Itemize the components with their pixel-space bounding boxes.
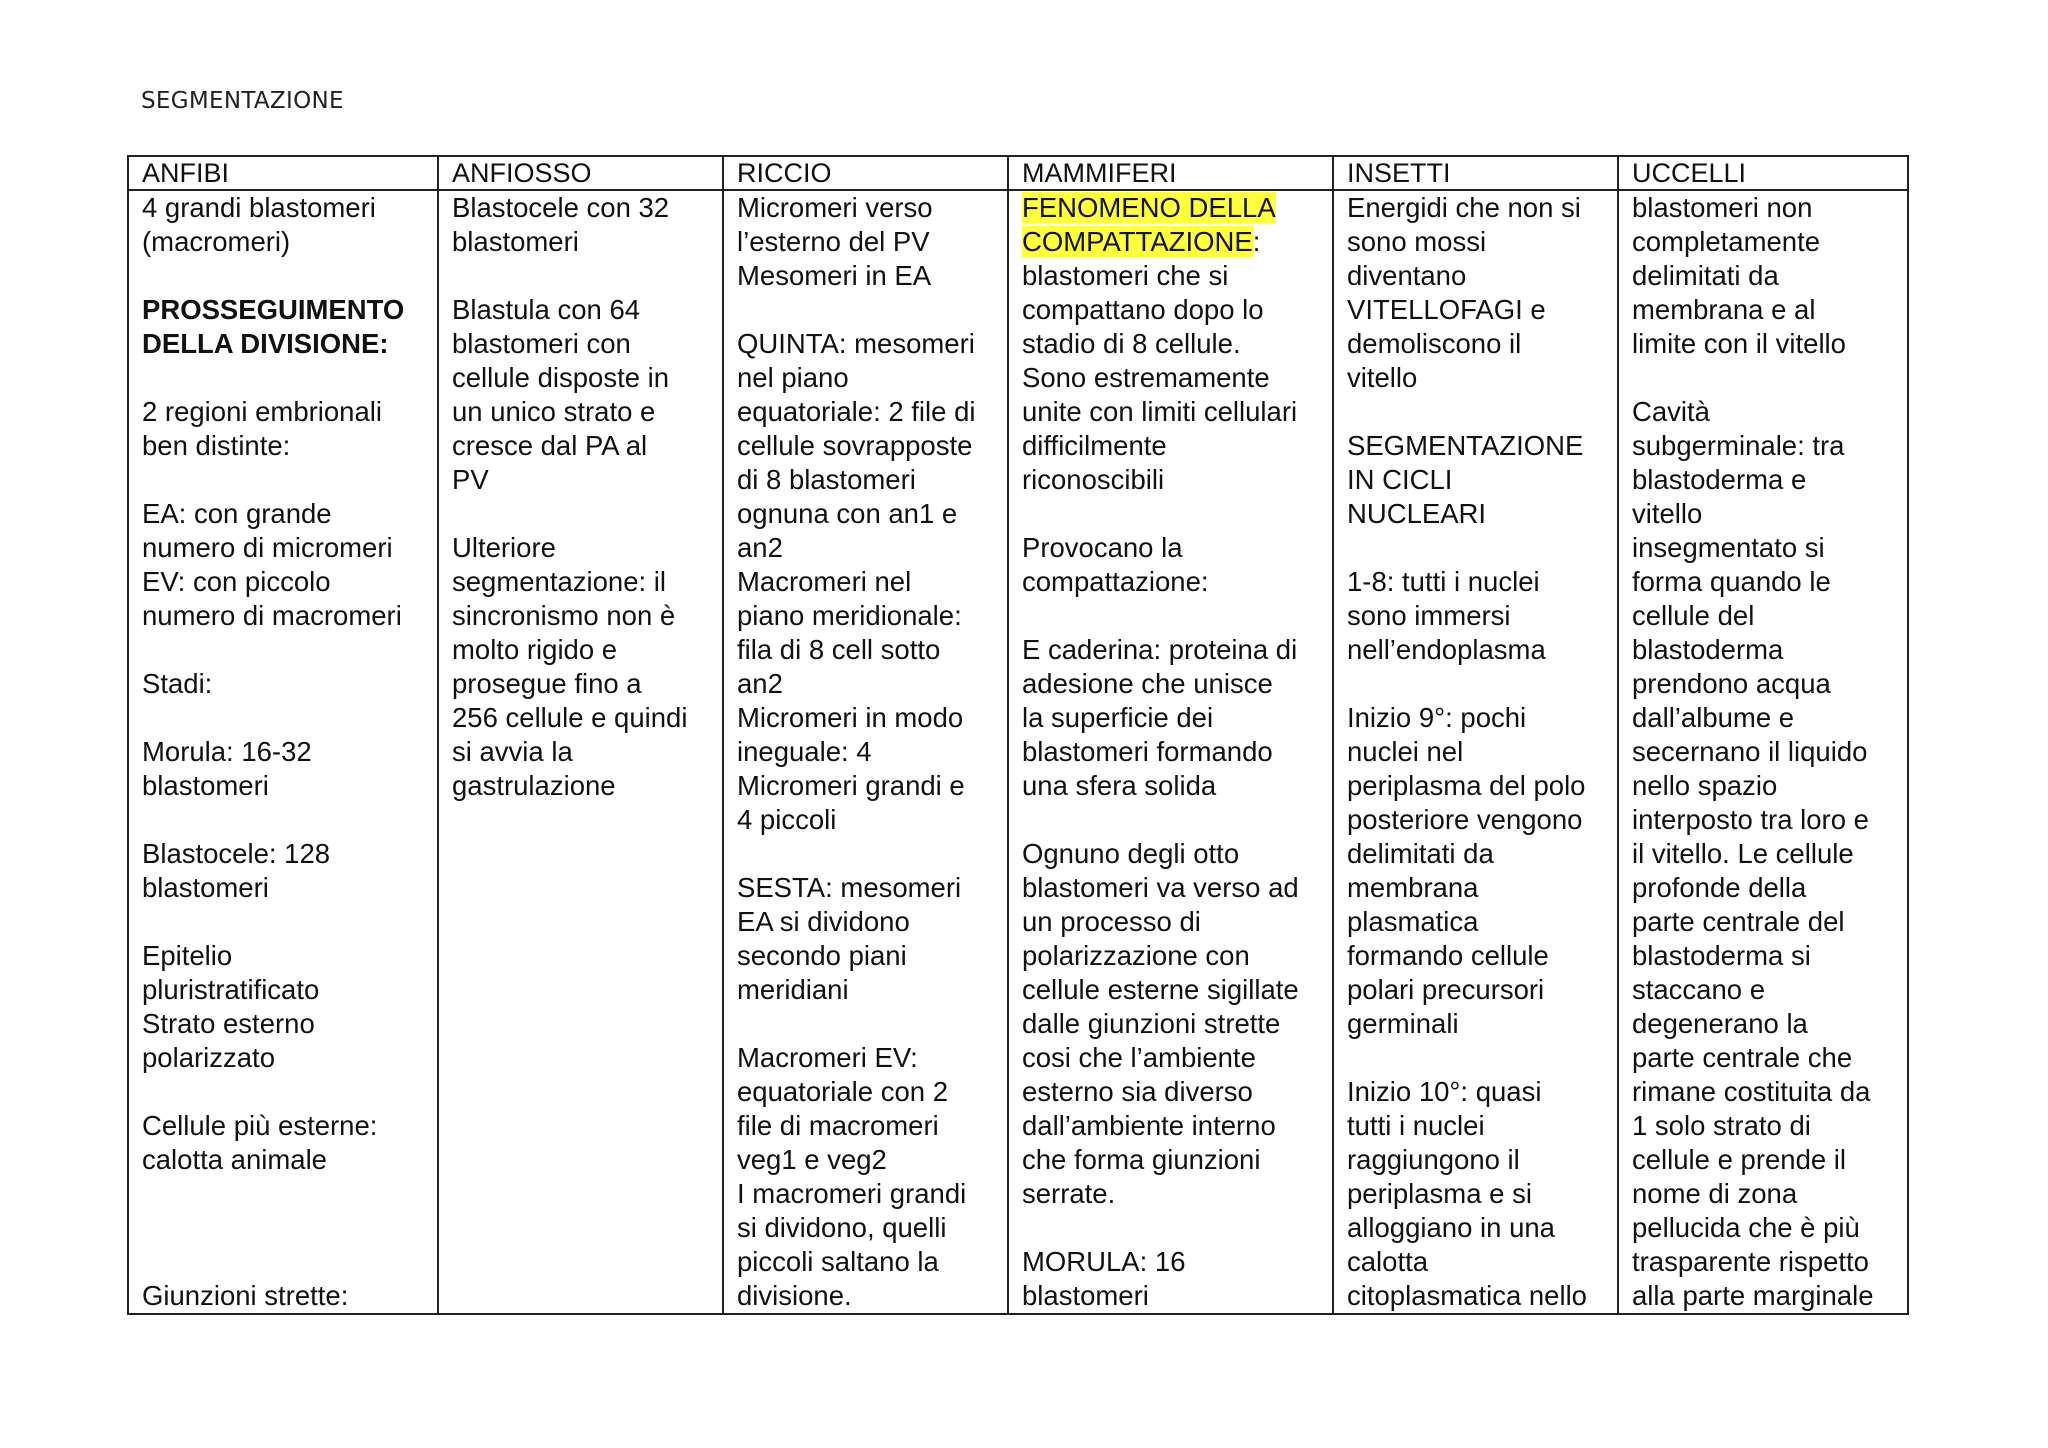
text-line: plasmatica xyxy=(1347,906,1479,937)
content-row xyxy=(128,190,1908,1314)
text-line: 1 solo strato di xyxy=(1632,1110,1811,1141)
text-line: una sfera solida xyxy=(1022,770,1217,801)
text-line: numero di micromeri xyxy=(142,532,393,563)
text-line: staccano e xyxy=(1632,974,1766,1005)
text-line: Epitelio xyxy=(142,940,233,971)
text-line: file di macromeri xyxy=(737,1110,939,1141)
text-line: profonde della xyxy=(1632,872,1807,903)
text-line: che forma giunzioni xyxy=(1022,1144,1261,1175)
text-line: adesione che unisce xyxy=(1022,668,1273,699)
text-line: calotta xyxy=(1347,1246,1429,1277)
text-line: Stadi: xyxy=(142,668,213,699)
text-line: cellule e prende il xyxy=(1632,1144,1847,1175)
text-line: NUCLEARI xyxy=(1347,498,1487,529)
text-line: sincronismo non è xyxy=(452,600,676,631)
text-line: cellule del xyxy=(1632,600,1755,631)
text-line: cellule disposte in xyxy=(452,362,670,393)
text-line: limite con il vitello xyxy=(1632,328,1846,359)
text-line: MORULA: 16 xyxy=(1022,1246,1186,1277)
section-heading: DELLA DIVISIONE: xyxy=(142,328,389,359)
text-line: parte centrale del xyxy=(1632,906,1845,937)
segmentation-table xyxy=(127,155,1909,1315)
text-line: Ulteriore xyxy=(452,532,556,563)
text-line: membrana e al xyxy=(1632,294,1816,325)
highlighted-text: FENOMENO DELLA xyxy=(1022,192,1276,223)
text-line: germinali xyxy=(1347,1008,1459,1039)
text-line: EA si dividono xyxy=(737,906,910,937)
text-line: delimitati da xyxy=(1347,838,1494,869)
cell-riccio xyxy=(723,190,1008,1314)
header-row xyxy=(128,156,1908,190)
text-line: ineguale: 4 xyxy=(737,736,872,767)
text-line: il vitello. Le cellule xyxy=(1632,838,1854,869)
text-line: Blastula con 64 xyxy=(452,294,641,325)
text-line: nello spazio xyxy=(1632,770,1778,801)
text-line xyxy=(1022,225,1324,259)
text-line: E caderina: proteina di xyxy=(1022,634,1298,665)
text-line: VITELLOFAGI e xyxy=(1347,294,1546,325)
text-line: raggiungono il xyxy=(1347,1144,1520,1175)
cell-anfibi xyxy=(128,190,438,1314)
text-line: blastomeri xyxy=(142,872,269,903)
text-line: SESTA: mesomeri xyxy=(737,872,962,903)
text-line: 4 grandi blastomeri xyxy=(142,192,376,223)
text-line xyxy=(1022,191,1324,225)
text-line: stadio di 8 cellule. xyxy=(1022,328,1241,359)
text-line: l’esterno del PV xyxy=(737,226,930,257)
text-line: forma quando le xyxy=(1632,566,1831,597)
text-line: ognuna con an1 e xyxy=(737,498,958,529)
text-line: degenerano la xyxy=(1632,1008,1808,1039)
text-line: la superficie dei xyxy=(1022,702,1214,733)
text-line: polarizzato xyxy=(142,1042,275,1073)
text-line: 256 cellule e quindi xyxy=(452,702,688,733)
cell-insetti xyxy=(1333,190,1618,1314)
text-line: Mesomeri in EA xyxy=(737,260,932,291)
text-line: alloggiano in una xyxy=(1347,1212,1555,1243)
text-line: rimane costituita da xyxy=(1632,1076,1871,1107)
text-line: esterno sia diverso xyxy=(1022,1076,1253,1107)
text-line: cosi che l’ambiente xyxy=(1022,1042,1256,1073)
text-line: cresce dal PA al xyxy=(452,430,648,461)
header-insetti: INSETTI xyxy=(1333,156,1618,190)
text-line: membrana xyxy=(1347,872,1479,903)
text-line: piano meridionale: xyxy=(737,600,962,631)
header-mammiferi: MAMMIFERI xyxy=(1008,156,1333,190)
cell-anfiosso xyxy=(438,190,723,1314)
text-line: un unico strato e xyxy=(452,396,656,427)
text-line: nel piano xyxy=(737,362,849,393)
text-line: blastoderma xyxy=(1632,634,1784,665)
text-line: nome di zona xyxy=(1632,1178,1798,1209)
document-title: SEGMENTAZIONE xyxy=(141,88,344,114)
text-line: Micromeri grandi e xyxy=(737,770,965,801)
text-line: Ognuno degli otto xyxy=(1022,838,1240,869)
text-line: 2 regioni embrionali xyxy=(142,396,382,427)
header-riccio: RICCIO xyxy=(723,156,1008,190)
text-line: polari precursori xyxy=(1347,974,1545,1005)
text-line: sono immersi xyxy=(1347,600,1511,631)
text-line: Energidi che non si xyxy=(1347,192,1581,223)
text-line: pluristratificato xyxy=(142,974,320,1005)
text-line: secernano il liquido xyxy=(1632,736,1868,767)
text-line: compattano dopo lo xyxy=(1022,294,1264,325)
text-line: sono mossi xyxy=(1347,226,1487,257)
text-line: segmentazione: il xyxy=(452,566,667,597)
text-line: formando cellule xyxy=(1347,940,1549,971)
text-line: an2 xyxy=(737,532,783,563)
text-line: demoliscono il xyxy=(1347,328,1522,359)
text-line: blastoderma si xyxy=(1632,940,1811,971)
text-line: polarizzazione con xyxy=(1022,940,1250,971)
text-line: pellucida che è più xyxy=(1632,1212,1860,1243)
text-line: difficilmente xyxy=(1022,430,1167,461)
text-line: subgerminale: tra xyxy=(1632,430,1845,461)
text-line: nuclei nel xyxy=(1347,736,1464,767)
text-line: 1-8: tutti i nuclei xyxy=(1347,566,1540,597)
text-line: trasparente rispetto xyxy=(1632,1246,1869,1277)
text-line: Giunzioni strette: xyxy=(142,1280,349,1311)
text-line: divisione. xyxy=(737,1280,852,1311)
text-line: si dividono, quelli xyxy=(737,1212,947,1243)
section-heading: PROSSEGUIMENTO xyxy=(142,294,405,325)
text-line: veg1 e veg2 xyxy=(737,1144,887,1175)
text-line: gastrulazione xyxy=(452,770,616,801)
text-line: QUINTA: mesomeri xyxy=(737,328,975,359)
text-line: posteriore vengono xyxy=(1347,804,1583,835)
text-line: tutti i nuclei xyxy=(1347,1110,1485,1141)
text-line: cellule sovrapposte xyxy=(737,430,973,461)
text-line: Micromeri verso xyxy=(737,192,933,223)
text-line: serrate. xyxy=(1022,1178,1116,1209)
text-line: cellule esterne sigillate xyxy=(1022,974,1299,1005)
text-line: unite con limiti cellulari xyxy=(1022,396,1298,427)
text-line: citoplasmatica nello xyxy=(1347,1280,1587,1311)
text-line: dall’ambiente interno xyxy=(1022,1110,1276,1141)
text-line: fila di 8 cell sotto xyxy=(737,634,941,665)
cell-uccelli xyxy=(1618,190,1908,1314)
text-line: dalle giunzioni strette xyxy=(1022,1008,1281,1039)
text-line: completamente xyxy=(1632,226,1821,257)
text-line: an2 xyxy=(737,668,783,699)
text-line: Blastocele con 32 xyxy=(452,192,670,223)
text-line: periplasma e si xyxy=(1347,1178,1532,1209)
text-line: EA: con grande xyxy=(142,498,332,529)
text-line: blastomeri formando xyxy=(1022,736,1273,767)
text-line: Strato esterno xyxy=(142,1008,315,1039)
text-line: Inizio 10°: quasi xyxy=(1347,1076,1542,1107)
text-line: prosegue fino a xyxy=(452,668,642,699)
text-line: Cavità xyxy=(1632,396,1710,427)
text-line: Macromeri nel xyxy=(737,566,912,597)
text-line: diventano xyxy=(1347,260,1467,291)
text-line: interposto tra loro e xyxy=(1632,804,1869,835)
cell-mammiferi xyxy=(1008,190,1333,1314)
header-anfiosso: ANFIOSSO xyxy=(438,156,723,190)
text-line: Provocano la xyxy=(1022,532,1183,563)
text-line: compattazione: xyxy=(1022,566,1209,597)
text-line: 4 piccoli xyxy=(737,804,837,835)
text-line: dall’albume e xyxy=(1632,702,1795,733)
text-line: calotta animale xyxy=(142,1144,327,1175)
text-line: Blastocele: 128 xyxy=(142,838,331,869)
text-line: di 8 blastomeri xyxy=(737,464,916,495)
text-line: blastomeri non xyxy=(1632,192,1813,223)
text-line: blastomeri xyxy=(1022,1280,1149,1311)
highlighted-text: COMPATTAZIONE xyxy=(1022,226,1253,257)
text-line: delimitati da xyxy=(1632,260,1779,291)
text-line: Macromeri EV: xyxy=(737,1042,918,1073)
text-line: periplasma del polo xyxy=(1347,770,1586,801)
text-line: Inizio 9°: pochi xyxy=(1347,702,1527,733)
text-line: Morula: 16-32 xyxy=(142,736,312,767)
text-line: blastomeri xyxy=(452,226,579,257)
text-line: IN CICLI xyxy=(1347,464,1453,495)
text-line: prendono acqua xyxy=(1632,668,1831,699)
text-line: si avvia la xyxy=(452,736,573,767)
text-line: blastomeri xyxy=(142,770,269,801)
text-line: (macromeri) xyxy=(142,226,291,257)
text-line: piccoli saltano la xyxy=(737,1246,939,1277)
text-line: Sono estremamente xyxy=(1022,362,1270,393)
header-anfibi: ANFIBI xyxy=(128,156,438,190)
text-line: blastomeri che si xyxy=(1022,260,1229,291)
text-line: un processo di xyxy=(1022,906,1201,937)
text-line: blastoderma e xyxy=(1632,464,1807,495)
text-line: nell’endoplasma xyxy=(1347,634,1546,665)
text-line: I macromeri grandi xyxy=(737,1178,967,1209)
text-line: Micromeri in modo xyxy=(737,702,964,733)
text-line: equatoriale: 2 file di xyxy=(737,396,976,427)
text-line: parte centrale che xyxy=(1632,1042,1853,1073)
header-uccelli: UCCELLI xyxy=(1618,156,1908,190)
text-line: blastomeri va verso ad xyxy=(1022,872,1299,903)
text-line: molto rigido e xyxy=(452,634,618,665)
text-line: Cellule più esterne: xyxy=(142,1110,378,1141)
text-line: riconoscibili xyxy=(1022,464,1165,495)
colon-text: : xyxy=(1252,226,1261,257)
text-line: meridiani xyxy=(737,974,849,1005)
text-line: vitello xyxy=(1347,362,1418,393)
text-line: equatoriale con 2 xyxy=(737,1076,948,1107)
text-line: secondo piani xyxy=(737,940,907,971)
text-line: insegmentato si xyxy=(1632,532,1825,563)
text-line: SEGMENTAZIONE xyxy=(1347,430,1584,461)
text-line: alla parte marginale xyxy=(1632,1280,1874,1311)
text-line: numero di macromeri xyxy=(142,600,402,631)
text-line: vitello xyxy=(1632,498,1703,529)
text-line: EV: con piccolo xyxy=(142,566,331,597)
text-line: PV xyxy=(452,464,489,495)
text-line: blastomeri con xyxy=(452,328,631,359)
text-line: ben distinte: xyxy=(142,430,291,461)
